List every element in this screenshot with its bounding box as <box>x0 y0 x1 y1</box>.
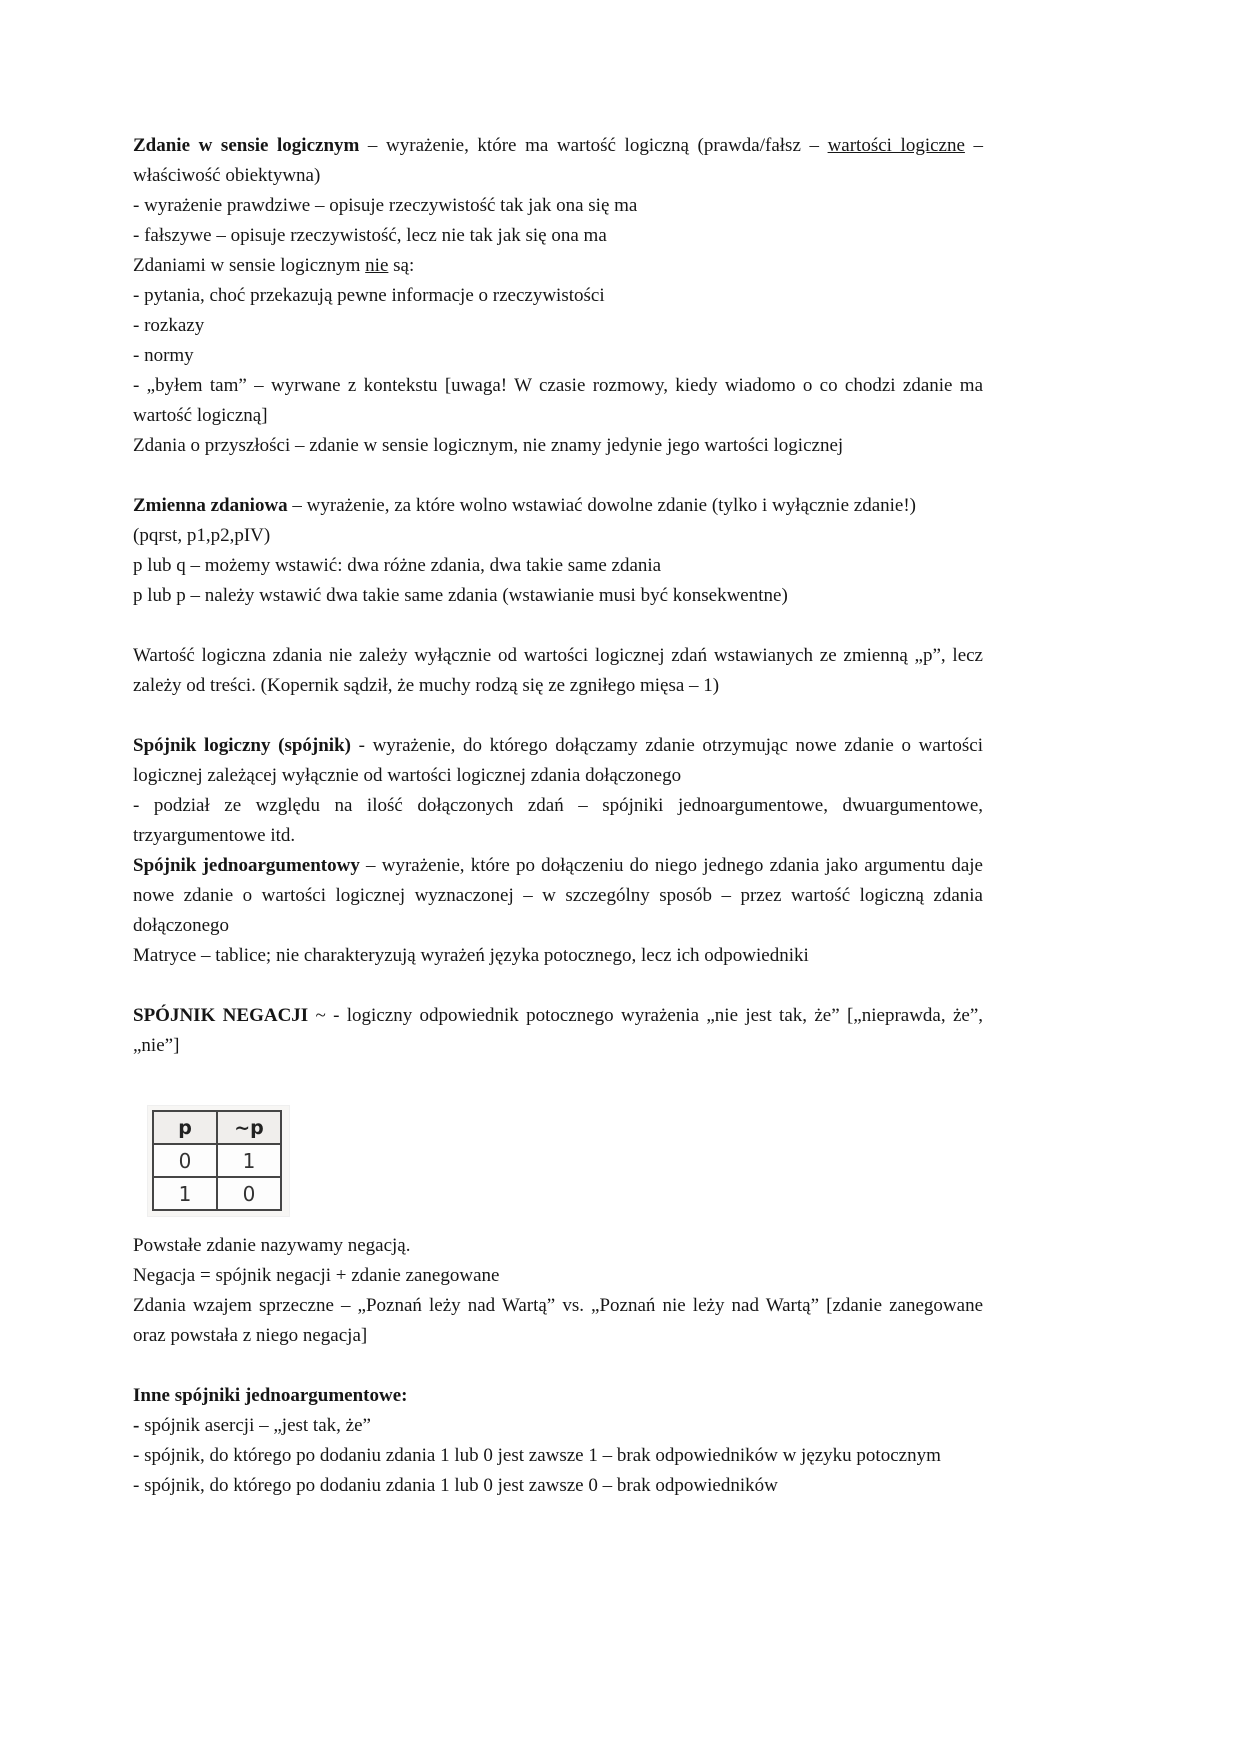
blank-line <box>133 1351 983 1381</box>
bold-text: Spójnik logiczny (spójnik) <box>133 735 351 756</box>
line-rozkazy <box>133 311 983 341</box>
text: spójnik asercji – „jest tak, że” <box>139 1415 371 1436</box>
blank-line <box>133 1061 983 1091</box>
para-bylem-tam <box>133 371 983 431</box>
line-powstale-zdanie <box>133 1231 983 1261</box>
truth-table-image <box>148 1106 289 1216</box>
truth-table-cell: 0 <box>217 1177 281 1210</box>
line-wyrazenie-prawdziwe <box>133 191 983 221</box>
line-matryce <box>133 941 983 971</box>
para-spojnik-logiczny <box>133 731 983 791</box>
heading-inne-spojniki <box>133 1381 983 1411</box>
line-normy <box>133 341 983 371</box>
para-spojnik-zawsze-1 <box>133 1441 983 1471</box>
para-wartosc-logiczna-zdania <box>133 641 983 701</box>
text: - normy <box>133 345 194 366</box>
blank-line <box>133 611 983 641</box>
para-podzial-spojnikow <box>133 791 983 851</box>
bold-text: Inne spójniki jednoargumentowe: <box>133 1385 408 1406</box>
bold-text: Zdanie w sensie logicznym <box>133 135 360 156</box>
text: p lub q – możemy wstawić: dwa różne zdania, dwa takie same zdania <box>133 555 662 576</box>
line-falszywe <box>133 221 983 251</box>
truth-table-cell: 1 <box>153 1177 217 1210</box>
para-zmienna-zdaniowa <box>133 491 983 521</box>
para-zdania-wzajem-sprzeczne <box>133 1291 983 1351</box>
para-spojnik-negacji <box>133 1001 983 1061</box>
blank-line <box>133 461 983 491</box>
text: - spójnik, do którego po dodaniu zdania 1 lub 0 jest zawsze 1 – brak odpowiedników w języku potocznym <box>133 1445 941 1466</box>
line-negacja-rownanie <box>133 1261 983 1291</box>
bold-text: - <box>133 1415 140 1436</box>
text: (pqrst, p1,p2,pIV) <box>133 525 271 546</box>
para-spojnik-jednoargumentowy <box>133 851 983 941</box>
text: są: <box>388 255 415 276</box>
underlined-text: wartości logiczne <box>827 135 965 156</box>
line-pqrst <box>133 521 983 551</box>
text: - rozkazy <box>133 315 205 336</box>
blank-line <box>133 701 983 731</box>
text: Matryce – tablice; nie charakteryzują wyrażeń języka potocznego, lecz ich odpowiedniki <box>133 945 809 966</box>
text: – wyrażenie, które po dołączeniu do niego jednego zdania jako argumentu daje nowe zdanie o wartości logicznej wyznaczonej – w szczególny sposób – przez wartość logiczną zdania dołączonego <box>133 855 983 936</box>
line-spojnik-zawsze-0 <box>133 1471 983 1501</box>
truth-table-header-cell: ~p <box>217 1111 281 1144</box>
line-zdaniami-nie-sa <box>133 251 983 281</box>
text: p lub p – należy wstawić dwa takie same zdania (wstawianie musi być konsekwentne) <box>133 585 788 606</box>
text: – wyrażenie, które ma wartość logiczną (prawda/fałsz – <box>359 135 828 156</box>
truth-table-header-row <box>153 1111 281 1144</box>
line-zdania-o-przyszlosci <box>133 431 983 461</box>
line-p-lub-q <box>133 551 983 581</box>
para-zdanie-w-sensie-logicznym <box>133 131 983 191</box>
truth-table-header-cell: p <box>153 1111 217 1144</box>
truth-table-cell: 0 <box>153 1144 217 1177</box>
text: - „byłem tam” – wyrwane z kontekstu [uwaga! W czasie rozmowy, kiedy wiadomo o co chodzi zdanie ma wartość logiczną] <box>133 375 983 426</box>
underlined-text: nie <box>365 255 389 276</box>
text: – właściwość obiektywna) <box>133 135 983 186</box>
truth-table-cell: 1 <box>217 1144 281 1177</box>
text: - pytania, choć przekazują pewne informacje o rzeczywistości <box>133 285 605 306</box>
line-pytania <box>133 281 983 311</box>
document-body <box>133 131 983 1501</box>
truth-table-row <box>153 1144 281 1177</box>
text: Negacja = spójnik negacji + zdanie zanegowane <box>133 1265 500 1286</box>
text: Powstałe zdanie nazywamy negacją. <box>133 1235 411 1256</box>
text: - fałszywe – opisuje rzeczywistość, lecz nie tak jak się ona ma <box>133 225 607 246</box>
text: - wyrażenie prawdziwe – opisuje rzeczywistość tak jak ona się ma <box>133 195 638 216</box>
bold-text: SPÓJNIK NEGACJI <box>133 1005 309 1026</box>
bold-text: Spójnik jednoargumentowy <box>133 855 360 876</box>
line-p-lub-p <box>133 581 983 611</box>
truth-table-row <box>153 1177 281 1210</box>
bold-text: Zmienna zdaniowa <box>133 495 288 516</box>
text: - spójnik, do którego po dodaniu zdania 1 lub 0 jest zawsze 0 – brak odpowiedników <box>133 1475 778 1496</box>
text: - wyrażenie, do którego dołączamy zdanie otrzymując nowe zdanie o wartości logicznej zależącej wyłącznie od wartości logicznej zdania dołączonego <box>133 735 983 786</box>
text: Zdaniami w sensie logicznym <box>133 255 366 276</box>
text: ~ - logiczny odpowiednik potocznego wyrażenia „nie jest tak, że” [„nieprawda, że”, „nie”] <box>133 1005 983 1056</box>
blank-line <box>133 971 983 1001</box>
text: Zdania wzajem sprzeczne – „Poznań leży nad Wartą” vs. „Poznań nie leży nad Wartą” [zdanie zanegowane oraz powstała z niego negacja] <box>133 1295 983 1346</box>
text: Wartość logiczna zdania nie zależy wyłącznie od wartości logicznej zdań wstawianych ze zmienną „p”, lecz zależy od treści. (Kopernik sądził, że muchy rodzą się ze zgniłego mięsa – 1) <box>133 645 983 696</box>
negation-truth-table <box>152 1110 282 1211</box>
line-spojnik-asercji <box>133 1411 983 1441</box>
text: Zdania o przyszłości – zdanie w sensie logicznym, nie znamy jedynie jego wartości logicznej <box>133 435 844 456</box>
text: – wyrażenie, za które wolno wstawiać dowolne zdanie (tylko i wyłącznie zdanie!) <box>287 495 916 516</box>
text: - podział ze względu na ilość dołączonych zdań – spójniki jednoargumentowe, dwuargumentowe, trzyargumentowe itd. <box>133 795 983 846</box>
